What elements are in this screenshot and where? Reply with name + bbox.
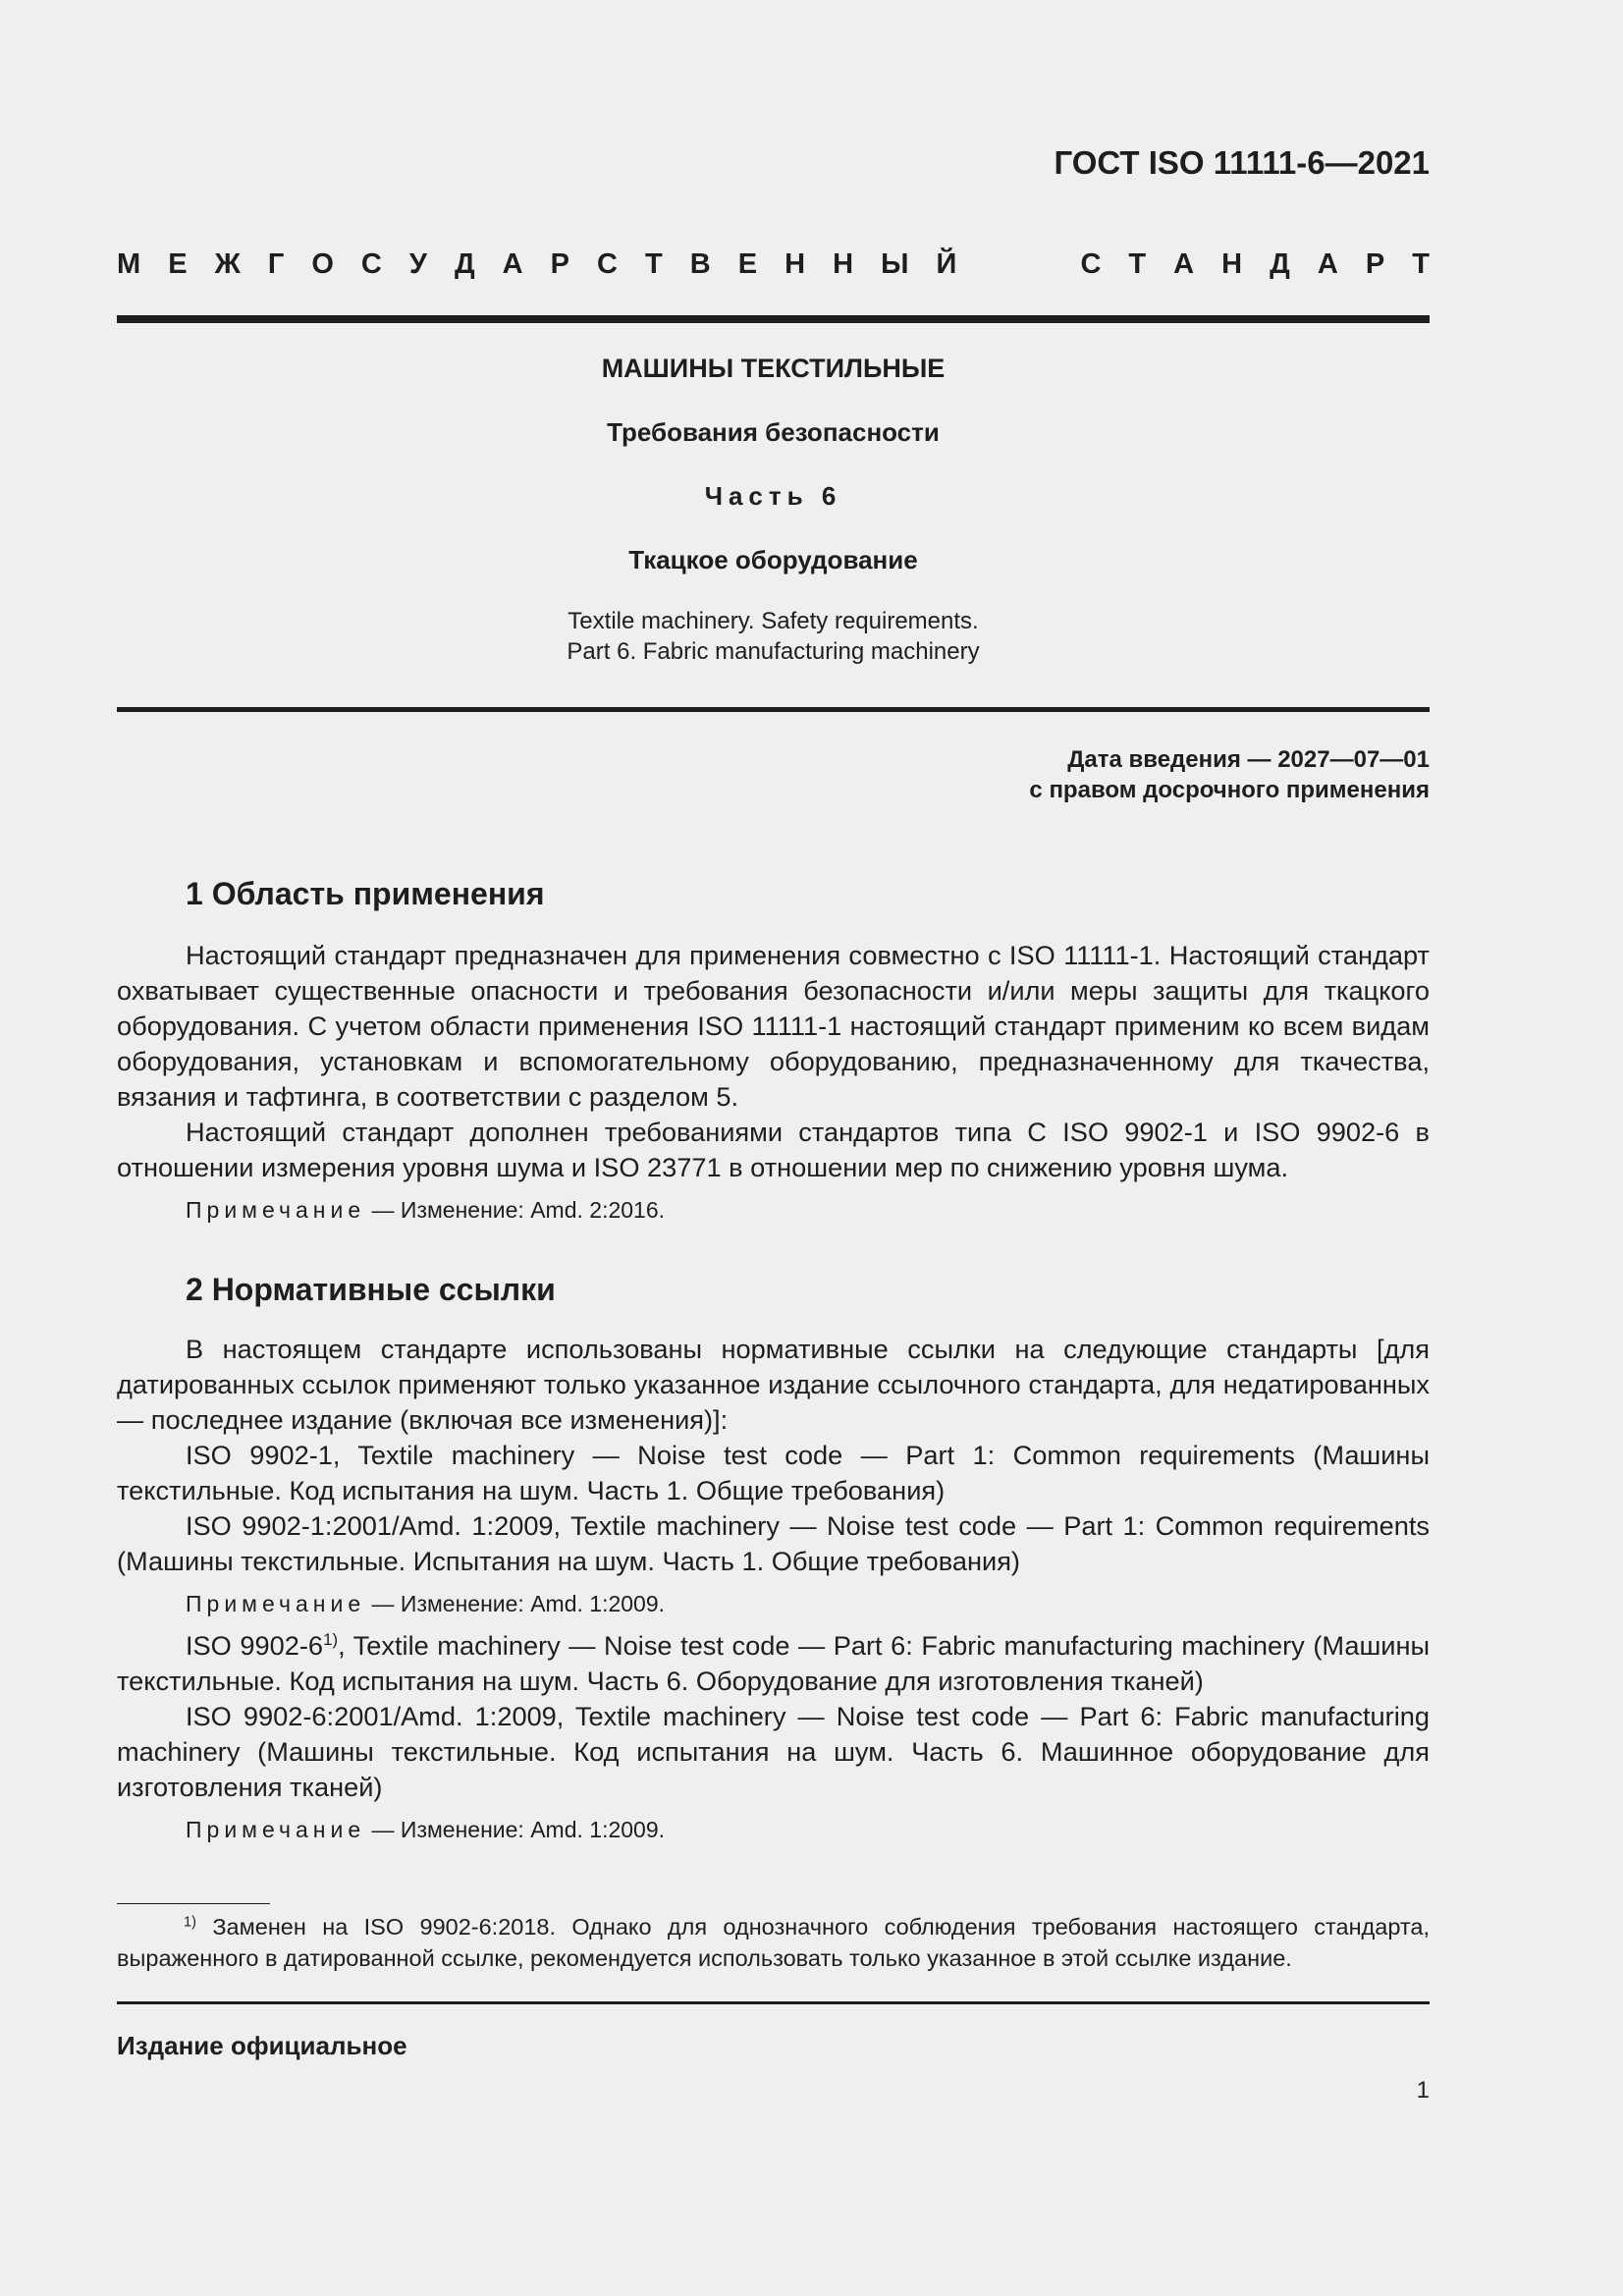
footnote-marker: 1) <box>184 1914 196 1931</box>
letter: В <box>689 248 711 280</box>
letter: Т <box>645 248 663 280</box>
page-number: 1 <box>1416 2077 1430 2104</box>
letter: А <box>502 248 523 280</box>
reference-rest: , Textile machinery — Noise test code — Part 6: Fabric manufacturing machinery (Машины текстильные. Код испытания на шум. Часть 6. Оборудование для изготовления тканей) <box>117 1630 1430 1696</box>
letter: Т <box>1412 248 1430 280</box>
note <box>117 1589 1430 1618</box>
reference-start: ISO 9902-6 <box>186 1630 324 1661</box>
letter: О <box>311 248 334 280</box>
title-english-line: Part 6. Fabric manufacturing machinery <box>567 638 980 665</box>
section-2-heading: 2 Нормативные ссылки <box>186 1272 556 1307</box>
letter: А <box>1173 248 1195 280</box>
title-rule <box>117 707 1430 712</box>
note-text: — Изменение: Amd. 1:2009. <box>365 1591 666 1616</box>
letter: Р <box>550 248 569 280</box>
official-edition-label: Издание официальное <box>117 2031 407 2060</box>
section-2-body <box>117 1332 1430 1844</box>
letter: Н <box>784 248 806 280</box>
letter: С <box>1080 248 1102 280</box>
header-rule <box>117 315 1430 323</box>
letter: У <box>408 248 427 280</box>
note <box>117 1195 1430 1225</box>
footer-rule <box>117 2001 1430 2004</box>
section-1-heading: 1 Область применения <box>186 876 545 911</box>
letter: М <box>117 248 141 280</box>
reference-item: ISO 9902-6:2001/Amd. 1:2009, Textile machinery — Noise test code — Part 6: Fabric manufacturing machinery (Машины текстильные. Код испытания на шум. Часть 6. Машинное оборудование для изготовления тканей) <box>117 1701 1430 1802</box>
note-text: — Изменение: Amd. 1:2009. <box>365 1817 666 1842</box>
letter: Н <box>833 248 854 280</box>
note-label: Примечание <box>186 1591 366 1616</box>
letter: С <box>360 248 382 280</box>
reference-item <box>117 1628 1430 1699</box>
letter: Ж <box>214 248 241 280</box>
reference-item: ISO 9902-1, Textile machinery — Noise test code — Part 1: Common requirements (Машины текстильные. Код испытания на шум. Часть 1. Общие требования) <box>117 1440 1430 1505</box>
letter: Й <box>936 248 957 280</box>
letter: Т <box>1128 248 1147 280</box>
paragraph: Настоящий стандарт предназначен для применения совместно с ISO 11111-1. Настоящий стандарт охватывает существенные опасности и требования безопасности и/или меры защиты для ткацкого оборудования. С учетом области применения ISO 11111-1 настоящий стандарт применим ко всем видам оборудования, установкам и вспомогательному оборудованию, предназначенному для ткачества, вязания и тафтинга, в соответствии с разделом 5. <box>117 940 1430 1112</box>
paragraph: В настоящем стандарте использованы нормативные ссылки на следующие стандарты [для датированных ссылок применяют только указанное издание ссылочного стандарта, для недатированных — последнее издание (включая все изменения)]: <box>117 1334 1430 1435</box>
title-sub: Требования безопасности <box>607 417 940 447</box>
footnote-separator <box>117 1903 270 1904</box>
footnote-marker: 1) <box>323 1629 339 1649</box>
letter: Ы <box>881 248 909 280</box>
title-name: Ткацкое оборудование <box>628 545 918 574</box>
interstate-standard-heading <box>117 248 1430 281</box>
letter: Р <box>1365 248 1385 280</box>
introduction-date-line: с правом досрочного применения <box>1029 777 1430 803</box>
word-gap <box>984 248 1053 281</box>
title-english-line: Textile machinery. Safety requirements. <box>568 608 979 634</box>
note-label: Примечание <box>186 1817 366 1842</box>
letter: Н <box>1221 248 1243 280</box>
note-label: Примечание <box>186 1197 366 1223</box>
title-main: МАШИНЫ ТЕКСТИЛЬНЫЕ <box>601 354 946 383</box>
title-part: Часть 6 <box>704 481 842 511</box>
letter: Г <box>267 248 285 280</box>
note <box>117 1815 1430 1844</box>
letter: Д <box>454 248 475 280</box>
footnote-text: Заменен на ISO 9902-6:2018. Однако для однозначного соблюдения требования настоящего стандарта, выраженного в датированной ссылке, рекомендуется использовать только указанное в этой ссылке издание. <box>117 1914 1430 1971</box>
section-1-body <box>117 938 1430 1225</box>
letter: Е <box>168 248 188 280</box>
letter: С <box>597 248 618 280</box>
letter: Д <box>1270 248 1290 280</box>
letter: А <box>1317 248 1338 280</box>
letter: Е <box>737 248 758 280</box>
introduction-date-line: Дата введения — 2027—07—01 <box>1067 746 1430 773</box>
paragraph: Настоящий стандарт дополнен требованиями стандартов типа С ISO 9902-1 и ISO 9902-6 в отношении измерения уровня шума и ISO 23771 в отношении мер по снижению уровня шума. <box>117 1117 1430 1182</box>
title-english <box>117 606 1430 667</box>
footnote <box>117 1911 1430 1974</box>
gost-code: ГОСТ ISO 11111-6—2021 <box>1054 144 1430 181</box>
introduction-date <box>1029 744 1430 805</box>
note-text: — Изменение: Amd. 2:2016. <box>365 1197 666 1223</box>
reference-item: ISO 9902-1:2001/Amd. 1:2009, Textile machinery — Noise test code — Part 1: Common requirements (Машины текстильные. Испытания на шум. Часть 1. Общие требования) <box>117 1510 1430 1576</box>
